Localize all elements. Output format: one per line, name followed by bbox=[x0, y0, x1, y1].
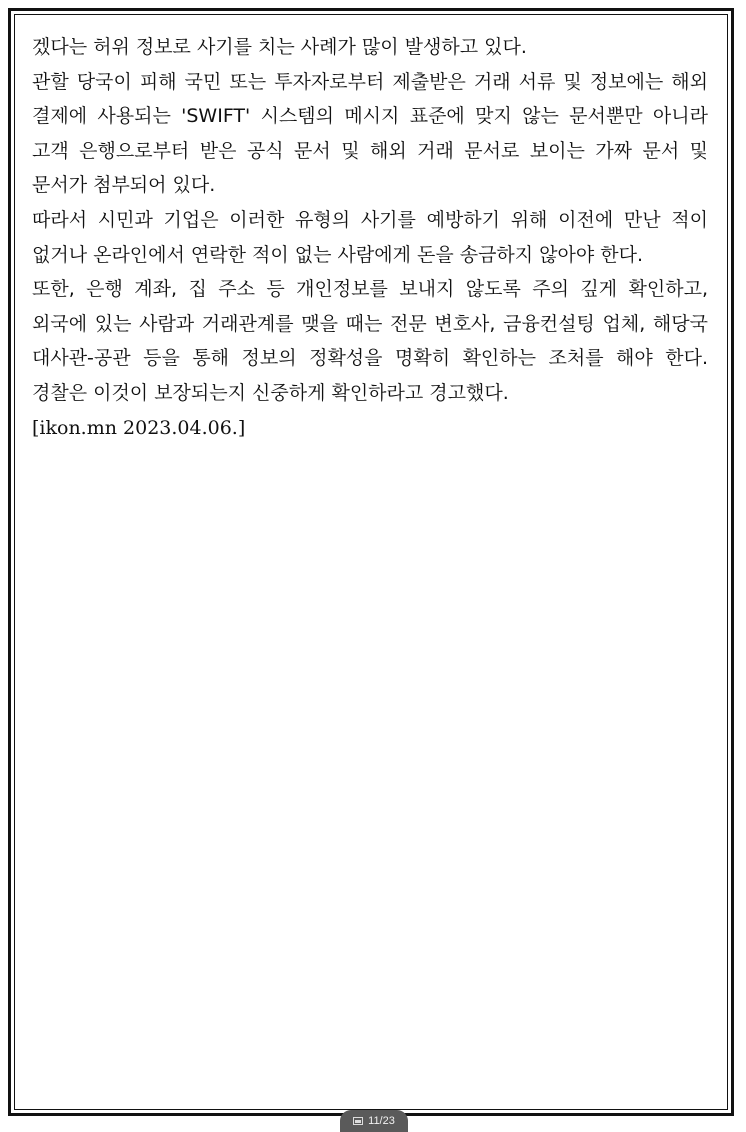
page-number-label: 11/23 bbox=[368, 1115, 395, 1127]
source-citation: [ikon.mn 2023.04.06.] bbox=[32, 416, 246, 439]
page-icon bbox=[353, 1117, 363, 1125]
paragraph-3: 따라서 시민과 기업은 이러한 유형의 사기를 예방하기 위해 이전에 만난 적이 없거나 온라인에서 연락한 적이 없는 사람에게 돈을 송금하지 않아야 한다. bbox=[32, 208, 708, 266]
paragraph-4: 또한, 은행 계좌, 집 주소 등 개인정보를 보내지 않도록 주의 깊게 확인하고, 외국에 있는 사람과 거래관계를 맺을 때는 전문 변호사, 금융컨설팅 업체, 해당국 대사관-공관 등을 통해 정보의 정확성을 명확히 확인하는 조처를 해야 한다. 경찰은 이것이 보장되는지 신중하게 확인하라고 경고했다. bbox=[32, 278, 708, 404]
paragraph-2: 관할 당국이 피해 국민 또는 투자자로부터 제출받은 거래 서류 및 정보에는 해외 결제에 사용되는 'SWIFT' 시스템의 메시지 표준에 맞지 않는 문서뿐만 아니라 고객 은행으로부터 받은 공식 문서 및 해외 거래 문서로 보이는 가짜 문서 및 문서가 첨부되어 있다. bbox=[32, 70, 708, 197]
paragraph-1: 겠다는 허위 정보로 사기를 치는 사례가 많이 발생하고 있다. bbox=[32, 36, 527, 58]
document-body bbox=[32, 30, 708, 445]
page-indicator[interactable] bbox=[340, 1110, 408, 1132]
